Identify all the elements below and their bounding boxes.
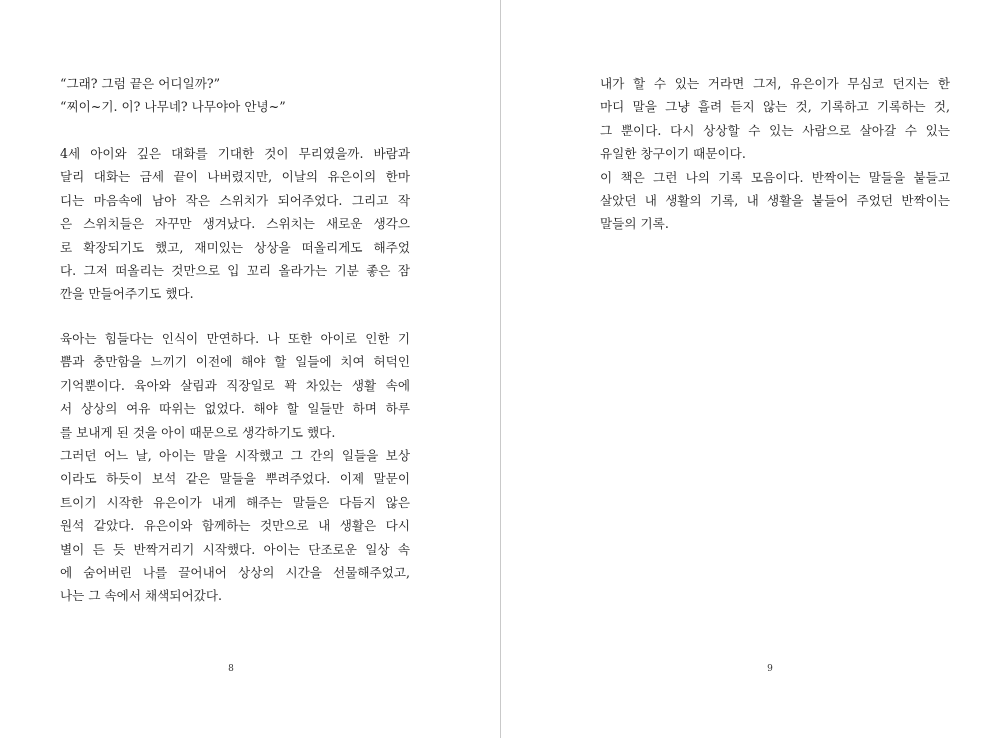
paragraph-2 (60, 327, 410, 444)
text-line: 그러던 어느 날, 아이는 말을 시작했고 그 간의 일들을 보상 (60, 448, 410, 463)
paragraph-3 (60, 444, 410, 608)
text-line: 별이 든 듯 반짝거리기 시작했다. 아이는 단조로운 일상 속 (60, 541, 410, 557)
text-line: 다. 그저 떠올리는 것만으로 입 꼬리 올라가는 기분 좋은 잠 (60, 262, 410, 278)
text-line: 원석 같았다. 유은이와 함께하는 것만으로 내 생활은 다시 (60, 518, 410, 534)
text-line: 마디 말을 그냥 흘려 듣지 않는 것, 기록하고 기록하는 것, (600, 99, 950, 115)
text-line: 디는 마음속에 남아 작은 스위치가 되어주었다. 그리고 작 (60, 192, 410, 208)
text-line: 유일한 창구이기 때문이다. (600, 146, 746, 162)
text-line: 나는 그 속에서 채색되어갔다. (60, 588, 222, 604)
text-line: 트이기 시작한 유은이가 내게 해주는 말들은 다듬지 않은 (60, 494, 410, 510)
text-line: 이라도 하듯이 보석 같은 말들을 뿌려주었다. 이제 말문이 (60, 471, 410, 487)
text-line: 4세 아이와 깊은 대화를 기대한 것이 무리였을까. 바람과 (60, 146, 410, 161)
text-line: 살았던 내 생활의 기록, 내 생활을 붙들어 주었던 반짝이는 (600, 192, 950, 208)
text-line: 를 보내게 된 것을 아이 때문으로 생각하기도 했다. (60, 424, 336, 440)
text-line: 은 스위치들은 자꾸만 생겨났다. 스위치는 새로운 생각으 (60, 216, 410, 232)
paragraph-1 (600, 72, 950, 166)
text-line: 에 숨어버린 나를 끌어내어 상상의 시간을 선물해주었고, (60, 564, 410, 580)
text-line: 서 상상의 여유 따위는 없었다. 해야 할 일들만 하며 하루 (60, 401, 410, 417)
text-line: 깐을 만들어주기도 했다. (60, 286, 194, 302)
text-line: 내가 할 수 있는 거라면 그저, 유은이가 무심코 던지는 한 (600, 76, 950, 91)
text-line: 기억뿐이다. 육아와 살림과 직장일로 꽉 차있는 생활 속에 (60, 377, 410, 393)
page-number: 8 (228, 664, 234, 674)
page-number: 9 (767, 664, 773, 674)
text-line: 쁨과 충만함을 느끼기 이전에 해야 할 일들에 치여 허덕인 (60, 354, 410, 370)
dialogue-line: “찌이~기. 이? 나무네? 나무야아 안녕~” (60, 99, 286, 115)
paragraph-1 (60, 142, 410, 306)
paragraph-2 (600, 166, 950, 236)
text-line: 그 뿐이다. 다시 상상할 수 있는 사람으로 살아갈 수 있는 (600, 122, 950, 138)
text-line: 말들의 기록. (600, 216, 669, 232)
dialogue-block (60, 72, 410, 119)
text-line: 달리 대화는 금세 끝이 나버렸지만, 이날의 유은이의 한마 (60, 169, 410, 185)
text-line: 로 확장되기도 했고, 재미있는 상상을 떠올리게도 해주었 (60, 239, 410, 255)
dialogue-line: “그래? 그럼 끝은 어디일까?” (60, 76, 221, 91)
text-line: 이 책은 그런 나의 기록 모음이다. 반짝이는 말들을 붙들고 (600, 169, 950, 185)
text-line: 육아는 힘들다는 인식이 만연하다. 나 또한 아이로 인한 기 (60, 331, 410, 346)
right-page (501, 0, 1000, 738)
